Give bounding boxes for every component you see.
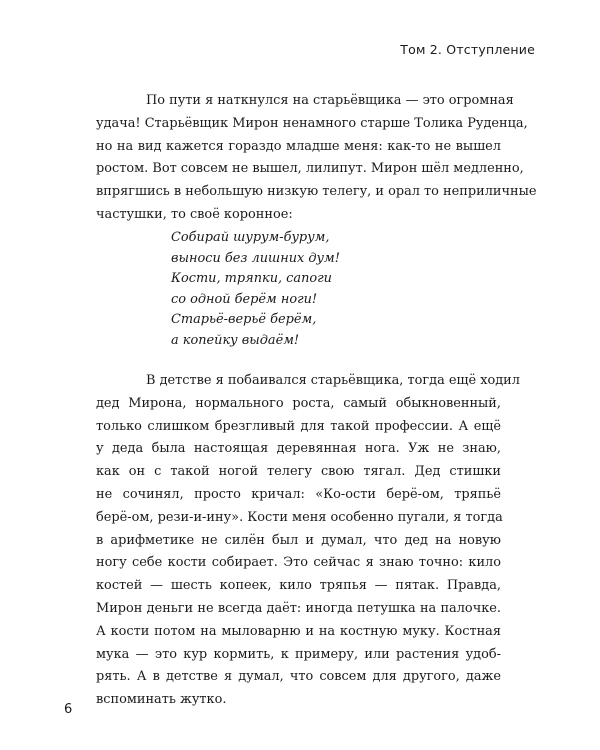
text-line: вспоминать жутко.: [96, 692, 227, 708]
verse-line: со одной берём ноги!: [171, 291, 318, 307]
text-line: частушки, то своё коронное:: [96, 206, 293, 222]
text-line: ногу себе кости собирает. Это сейчас я знаю точно: кило: [96, 555, 501, 571]
text-line: как он с такой ногой телегу свою тягал. Дед стишки: [96, 464, 501, 480]
text-line: рять. А в детстве я думал, что совсем для другого, даже: [96, 669, 501, 685]
paragraph-1: [96, 90, 537, 227]
verse-line: Собирай шурум-бурум,: [171, 230, 330, 245]
verse-line: выноси без лишних дум!: [171, 250, 340, 266]
text-line: в арифметике не силён был и думал, что дед на новую: [96, 532, 501, 548]
text-line: костей — шесть копеек, кило тряпья — пятак. Правда,: [96, 578, 501, 594]
verse-block: [171, 228, 340, 352]
text-line: А кости потом на мыловарню и на костную муку. Костная: [96, 623, 501, 639]
text-line: мука — это кур кормить, к примеру, или растения удоб-: [96, 646, 501, 662]
verse-line: Кости, тряпки, сапоги: [171, 271, 332, 287]
text-line: По пути я наткнулся на старьёвщика — это огромная: [146, 93, 514, 108]
text-line: дед Мирона, нормального роста, самый обыкновенный,: [96, 395, 501, 411]
text-line: удача! Старьёвщик Мирон ненамного старше Толика Руденца,: [96, 115, 528, 131]
text-line: В детстве я побаивался старьёвщика, тогда ещё ходил: [146, 373, 520, 388]
text-line: не сочинял, просто кричал: «Ко-ости берё-ом, тряпьё: [96, 486, 501, 502]
running-head: Том 2. Отступление: [400, 42, 535, 57]
verse-line: а копейку выдаём!: [171, 332, 300, 348]
text-line: впрягшись в небольшую низкую телегу, и орал то неприличные: [96, 184, 537, 200]
text-line: но на вид кажется гораздо младше меня: как-то не вышел: [96, 138, 501, 154]
text-line: берё-ом, рези-и-ину». Кости меня особенно пугали, я тогда: [96, 509, 503, 525]
page-number: 6: [64, 702, 73, 717]
text-line: ростом. Вот совсем не вышел, лилипут. Мирон шёл медленно,: [96, 161, 524, 177]
verse-line: Старьё-верьё берём,: [171, 312, 317, 328]
text-line: только слишком брезгливый для такой профессии. А ещё: [96, 418, 501, 434]
text-line: Мирон деньги не всегда даёт: иногда петушка на палочке.: [96, 600, 501, 616]
paragraph-2: [96, 370, 520, 712]
text-line: у деда была настоящая деревянная нога. Уж не знаю,: [96, 441, 501, 457]
